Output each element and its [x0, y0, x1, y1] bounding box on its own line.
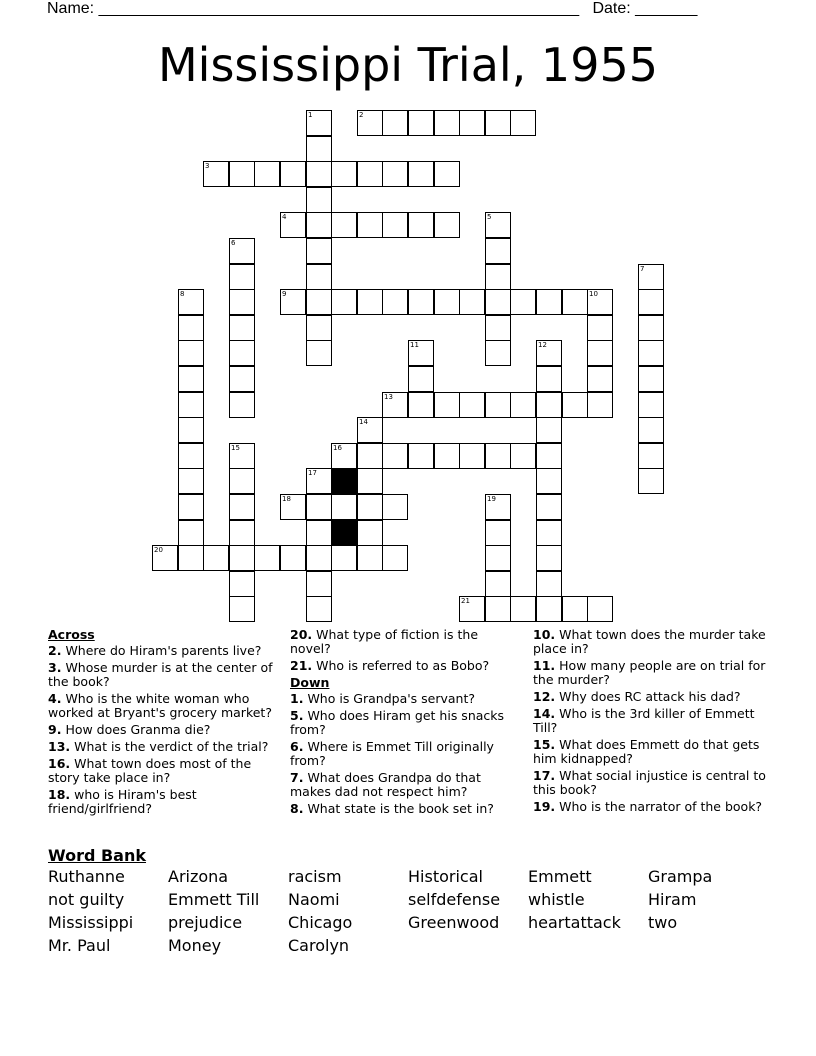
crossword-cell[interactable]	[536, 392, 562, 418]
down-clue: 15. What does Emmett do that gets him kidnapped?	[533, 737, 760, 766]
crossword-cell[interactable]	[382, 110, 408, 136]
crossword-cell[interactable]	[178, 417, 204, 443]
crossword-cell[interactable]	[536, 596, 562, 622]
crossword-cell[interactable]	[638, 366, 664, 392]
crossword-cell[interactable]	[382, 545, 408, 571]
clue-number: 2	[359, 111, 364, 119]
word-bank-item: Emmett Till	[168, 890, 260, 909]
date-blank: _______	[635, 0, 698, 17]
crossword-cell[interactable]	[638, 340, 664, 366]
crossword-cell[interactable]	[638, 264, 664, 290]
across-clue: 18. who is Hiram's best friend/girlfriend?	[48, 787, 197, 816]
across-clue: 2. Where do Hiram's parents live?	[48, 643, 262, 658]
crossword-cell[interactable]	[485, 520, 511, 546]
down-clue: 1. Who is Grandpa's servant?	[290, 691, 476, 706]
crossword-cell[interactable]	[331, 545, 357, 571]
crossword-cell[interactable]	[408, 289, 434, 315]
crossword-cell[interactable]	[229, 340, 255, 366]
across-clue: 3. Whose murder is at the center of the book?	[48, 660, 273, 689]
across-clue: 20. What type of fiction is the novel?	[290, 627, 479, 656]
down-clue: 19. Who is the narrator of the book?	[533, 799, 763, 814]
crossword-cell[interactable]	[536, 545, 562, 571]
crossword-cell[interactable]	[280, 212, 306, 238]
crossword-cell[interactable]	[357, 289, 383, 315]
crossword-cell[interactable]	[459, 110, 485, 136]
clue-column-3	[533, 628, 769, 817]
across-heading: Across	[48, 627, 95, 642]
crossword-cell[interactable]	[485, 545, 511, 571]
word-bank-item: two	[648, 913, 678, 932]
crossword-black-cell	[331, 468, 357, 494]
crossword-cell[interactable]	[229, 520, 255, 546]
crossword-cell[interactable]	[485, 596, 511, 622]
clue-number: 4	[282, 213, 287, 221]
word-bank-item: heartattack	[528, 913, 621, 932]
clue-number: 7	[640, 265, 645, 273]
clue-number: 18	[282, 495, 291, 503]
crossword-cell[interactable]	[229, 289, 255, 315]
crossword-cell[interactable]	[485, 392, 511, 418]
crossword-cell[interactable]	[178, 366, 204, 392]
crossword-cell[interactable]	[306, 110, 332, 136]
crossword-cell[interactable]	[536, 571, 562, 597]
crossword-cell[interactable]	[229, 468, 255, 494]
word-bank-item: whistle	[528, 890, 585, 909]
down-clue: 17. What social injustice is central to this book?	[533, 768, 766, 797]
word-bank-item: Emmett	[528, 867, 592, 886]
word-bank-item: Chicago	[288, 913, 353, 932]
crossword-cell[interactable]	[485, 264, 511, 290]
crossword-cell[interactable]	[587, 596, 613, 622]
crossword-cell[interactable]	[178, 340, 204, 366]
crossword-cell[interactable]	[357, 212, 383, 238]
crossword-cell[interactable]	[280, 494, 306, 520]
clue-number: 5	[487, 213, 492, 221]
crossword-cell[interactable]	[536, 340, 562, 366]
word-bank-item: prejudice	[168, 913, 243, 932]
crossword-cell[interactable]	[229, 366, 255, 392]
crossword-cell[interactable]	[357, 545, 383, 571]
word-bank-heading: Word Bank	[48, 846, 147, 865]
crossword-cell[interactable]	[408, 443, 434, 469]
down-clue: 6. Where is Emmet Till originally from?	[290, 739, 494, 768]
crossword-cell[interactable]	[229, 494, 255, 520]
clue-number: 1	[308, 111, 313, 119]
crossword-cell[interactable]	[434, 443, 460, 469]
across-clue: 13. What is the verdict of the trial?	[48, 739, 269, 754]
across-clue: 9. How does Granma die?	[48, 722, 211, 737]
crossword-cell[interactable]	[485, 238, 511, 264]
crossword-cell[interactable]	[638, 417, 664, 443]
crossword-cell[interactable]	[306, 315, 332, 341]
crossword-cell[interactable]	[229, 571, 255, 597]
crossword-cell[interactable]	[178, 545, 204, 571]
word-bank	[48, 867, 788, 956]
crossword-cell[interactable]	[587, 315, 613, 341]
crossword-cell[interactable]	[178, 392, 204, 418]
crossword-cell[interactable]	[306, 289, 332, 315]
word-bank-item: Arizona	[168, 867, 229, 886]
word-bank-item: Greenwood	[408, 913, 500, 932]
clue-number: 16	[333, 444, 342, 452]
crossword-cell[interactable]	[434, 392, 460, 418]
date-label: Date:	[592, 0, 631, 17]
crossword-cell[interactable]	[510, 596, 536, 622]
crossword-cell[interactable]	[485, 212, 511, 238]
down-clue: 5. Who does Hiram get his snacks from?	[290, 708, 505, 737]
clue-number: 10	[589, 290, 598, 298]
across-clue: 21. Who is referred to as Bobo?	[290, 658, 490, 673]
crossword-cell[interactable]	[485, 315, 511, 341]
crossword-cell[interactable]	[562, 596, 588, 622]
word-bank-item: Money	[168, 936, 222, 955]
crossword-cell[interactable]	[485, 571, 511, 597]
clue-number: 6	[231, 239, 236, 247]
crossword-cell[interactable]	[229, 545, 255, 571]
crossword-cell[interactable]	[331, 212, 357, 238]
across-clue: 16. What town does most of the story take place in?	[48, 756, 252, 785]
crossword-cell[interactable]	[587, 392, 613, 418]
crossword-cell[interactable]	[229, 264, 255, 290]
crossword-cell[interactable]	[536, 417, 562, 443]
page-title: Mississippi Trial, 1955	[157, 38, 658, 92]
crossword-cell[interactable]	[510, 110, 536, 136]
crossword-cell[interactable]	[178, 520, 204, 546]
clue-number: 20	[154, 546, 163, 554]
down-clue: 11. How many people are on trial for the murder?	[533, 658, 766, 687]
crossword-cell[interactable]	[178, 315, 204, 341]
crossword-cell[interactable]	[203, 161, 229, 187]
crossword-cell[interactable]	[280, 289, 306, 315]
word-bank-item: Naomi	[288, 890, 340, 909]
crossword-cell[interactable]	[638, 392, 664, 418]
crossword-cell[interactable]	[459, 596, 485, 622]
crossword-cell[interactable]	[638, 468, 664, 494]
crossword-cell[interactable]	[229, 596, 255, 622]
crossword-cell[interactable]	[459, 443, 485, 469]
crossword-cell[interactable]	[510, 443, 536, 469]
crossword-cell[interactable]	[203, 545, 229, 571]
crossword-cell[interactable]	[229, 392, 255, 418]
clue-number: 8	[180, 290, 185, 298]
word-bank-item: Carolyn	[288, 936, 350, 955]
down-clue: 14. Who is the 3rd killer of Emmett Till?	[533, 706, 755, 735]
crossword-cell[interactable]	[587, 340, 613, 366]
crossword-cell[interactable]	[638, 315, 664, 341]
crossword-cell[interactable]	[280, 161, 306, 187]
crossword-cell[interactable]	[562, 392, 588, 418]
word-bank-item: racism	[288, 867, 342, 886]
clue-number: 17	[308, 469, 317, 477]
crossword-cell[interactable]	[306, 161, 332, 187]
clue-number: 15	[231, 444, 240, 452]
crossword-cell[interactable]	[357, 520, 383, 546]
crossword-cell[interactable]	[434, 212, 460, 238]
crossword-cell[interactable]	[306, 520, 332, 546]
crossword-cell[interactable]	[306, 494, 332, 520]
crossword-cell[interactable]	[357, 443, 383, 469]
crossword-cell[interactable]	[382, 289, 408, 315]
crossword-cell[interactable]	[536, 468, 562, 494]
crossword-cell[interactable]	[382, 494, 408, 520]
crossword-cell[interactable]	[510, 289, 536, 315]
crossword-cell[interactable]	[254, 545, 280, 571]
crossword-cell[interactable]	[229, 238, 255, 264]
crossword-cell[interactable]	[254, 161, 280, 187]
crossword-cell[interactable]	[382, 212, 408, 238]
clue-number: 14	[359, 418, 368, 426]
crossword-cell[interactable]	[357, 468, 383, 494]
crossword-cell[interactable]	[280, 545, 306, 571]
crossword-cell[interactable]	[638, 443, 664, 469]
down-clue: 8. What state is the book set in?	[290, 801, 494, 816]
crossword-cell[interactable]	[306, 596, 332, 622]
crossword-cell[interactable]	[152, 545, 178, 571]
crossword-cell[interactable]	[587, 366, 613, 392]
word-bank-item: Mr. Paul	[48, 936, 111, 955]
crossword-cell[interactable]	[536, 520, 562, 546]
word-bank-item: Grampa	[648, 867, 713, 886]
crossword-cell[interactable]	[357, 417, 383, 443]
crossword-cell[interactable]	[357, 161, 383, 187]
crossword-cell[interactable]	[536, 366, 562, 392]
crossword-cell[interactable]	[357, 494, 383, 520]
crossword-cell[interactable]	[485, 289, 511, 315]
crossword-cell[interactable]	[638, 289, 664, 315]
word-bank-item: Hiram	[648, 890, 697, 909]
crossword-cell[interactable]	[485, 110, 511, 136]
crossword-cell[interactable]	[434, 289, 460, 315]
crossword-cell[interactable]	[408, 392, 434, 418]
crossword-cell[interactable]	[178, 468, 204, 494]
crossword-cell[interactable]	[229, 443, 255, 469]
crossword-cell[interactable]	[408, 212, 434, 238]
crossword-cell[interactable]	[562, 289, 588, 315]
clue-column-1	[48, 628, 280, 819]
crossword-cell[interactable]	[331, 289, 357, 315]
across-clue: 4. Who is the white woman who worked at Bryant's grocery market?	[48, 691, 272, 720]
crossword-cell[interactable]	[536, 443, 562, 469]
crossword-cell[interactable]	[587, 289, 613, 315]
word-bank-item: Ruthanne	[48, 867, 125, 886]
crossword-cell[interactable]	[408, 161, 434, 187]
name-label: Name:	[47, 0, 95, 17]
crossword-cell[interactable]	[331, 161, 357, 187]
crossword-cell[interactable]	[306, 212, 332, 238]
crossword-cell[interactable]	[178, 443, 204, 469]
crossword-cell[interactable]	[408, 366, 434, 392]
down-clue: 12. Why does RC attack his dad?	[533, 689, 741, 704]
crossword-cell[interactable]	[382, 443, 408, 469]
name-blank: ______________________________________________________	[98, 0, 580, 17]
clue-number: 19	[487, 495, 496, 503]
crossword-cell[interactable]	[331, 443, 357, 469]
crossword-cell[interactable]	[306, 571, 332, 597]
clue-number: 21	[461, 597, 470, 605]
word-bank-item: Mississippi	[48, 913, 134, 932]
crossword-cell[interactable]	[178, 289, 204, 315]
crossword-black-cell	[331, 520, 357, 546]
crossword-cell[interactable]	[485, 443, 511, 469]
clue-column-2	[290, 628, 522, 819]
clue-number: 3	[205, 162, 210, 170]
crossword-cell[interactable]	[229, 161, 255, 187]
crossword-cell[interactable]	[459, 289, 485, 315]
clue-number: 12	[538, 341, 547, 349]
word-bank-item: not guilty	[48, 890, 125, 909]
crossword-cell[interactable]	[485, 340, 511, 366]
crossword-cell[interactable]	[229, 315, 255, 341]
clue-number: 11	[410, 341, 419, 349]
crossword-cell[interactable]	[536, 289, 562, 315]
crossword-cell[interactable]	[331, 494, 357, 520]
crossword-cell[interactable]	[510, 392, 536, 418]
crossword-cell[interactable]	[434, 161, 460, 187]
word-bank-item: selfdefense	[408, 890, 501, 909]
crossword-cell[interactable]	[382, 161, 408, 187]
crossword-cell[interactable]	[485, 494, 511, 520]
crossword-cell[interactable]	[357, 110, 383, 136]
crossword-cell[interactable]	[459, 392, 485, 418]
down-clue: 7. What does Grandpa do that makes dad not respect him?	[290, 770, 481, 799]
crossword-cell[interactable]	[306, 340, 332, 366]
crossword-cell[interactable]	[408, 110, 434, 136]
down-clue: 10. What town does the murder take place in?	[533, 627, 766, 656]
crossword-cell[interactable]	[536, 494, 562, 520]
crossword-cell[interactable]	[382, 392, 408, 418]
crossword-cell[interactable]	[408, 340, 434, 366]
down-heading: Down	[290, 675, 330, 690]
crossword-cell[interactable]	[306, 187, 332, 213]
clue-number: 13	[384, 393, 393, 401]
clue-number: 9	[282, 290, 287, 298]
crossword-cell[interactable]	[306, 264, 332, 290]
crossword-cell[interactable]	[306, 238, 332, 264]
crossword-cell[interactable]	[434, 110, 460, 136]
crossword-cell[interactable]	[306, 545, 332, 571]
crossword-cell[interactable]	[306, 136, 332, 162]
word-bank-item: Historical	[408, 867, 483, 886]
crossword-cell[interactable]	[178, 494, 204, 520]
crossword-cell[interactable]	[306, 468, 332, 494]
